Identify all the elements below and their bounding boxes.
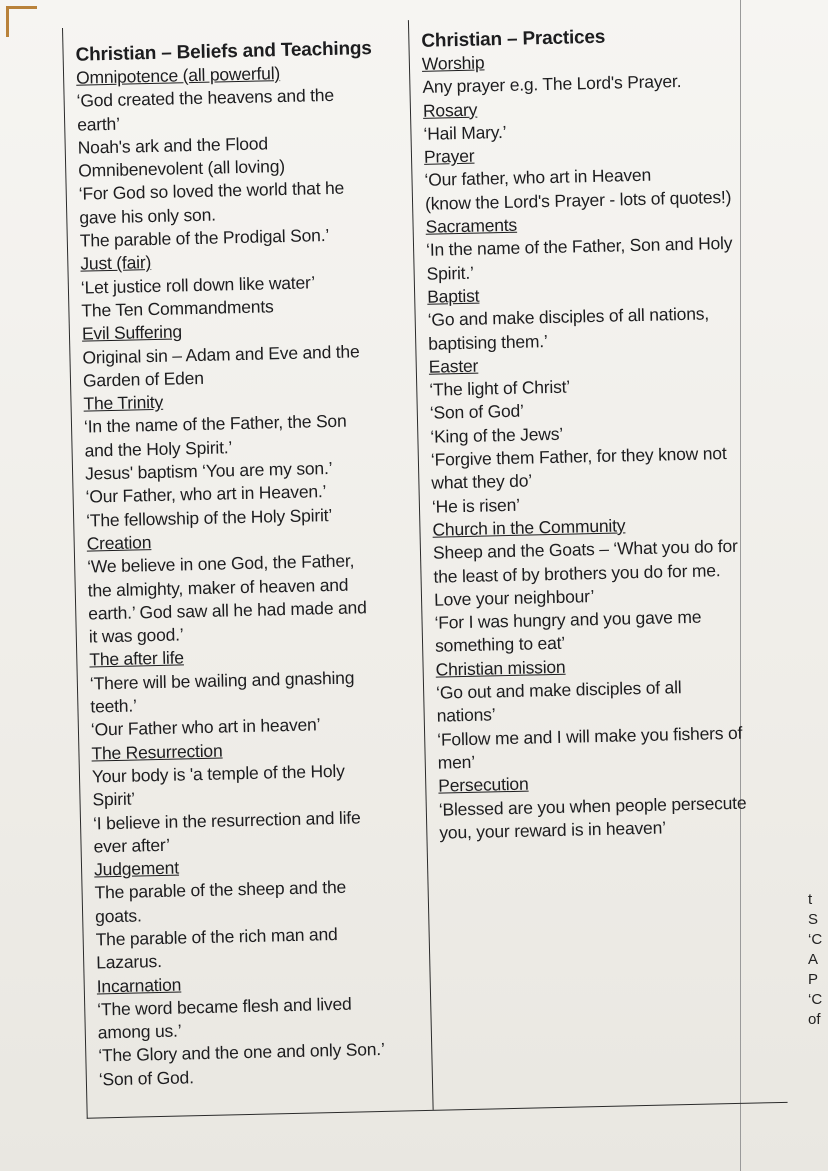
text-line: ‘He is risen’	[431, 494, 520, 517]
text-line: teeth.’	[90, 695, 137, 717]
section-heading: Christian mission	[435, 656, 566, 680]
text-line: The parable of the sheep and the	[94, 877, 347, 903]
text-line: men’	[437, 751, 476, 773]
text-line: it was good.’	[88, 624, 184, 647]
text-line: ‘I believe in the resurrection and life	[92, 806, 361, 833]
text-line: The parable of the Prodigal Son.’	[79, 225, 330, 251]
section-heading: Evil Suffering	[81, 321, 183, 344]
text-line: Spirit’	[92, 788, 136, 810]
text-line: (know the Lord's Prayer - lots of quotes!)	[424, 186, 732, 214]
section-heading: Church in the Community	[432, 515, 626, 540]
text-line: gave his only son.	[79, 204, 216, 228]
text-line: ‘For God so loved the world that he	[78, 178, 345, 205]
text-line: earth’	[76, 113, 120, 135]
text-line: earth.’ God saw all he had made and	[88, 597, 367, 624]
section-heading: Easter	[428, 355, 479, 377]
edge-fragment: of	[808, 1011, 821, 1028]
text-line: Sheep and the Goats – ‘What you do for	[432, 536, 738, 563]
text-line: ‘Follow me and I will make you fishers of	[437, 722, 743, 750]
text-line: ‘Go out and make disciples of all	[435, 677, 682, 703]
edge-fragment: ‘C	[808, 991, 823, 1008]
section-heading: Just (fair)	[80, 252, 152, 275]
text-line: ‘The word became flesh and lived	[97, 993, 352, 1020]
text-line: ‘Our father, who art in Heaven	[424, 165, 652, 191]
text-line: something to eat’	[434, 633, 566, 657]
section-heading: Omnipotence (all powerful)	[75, 63, 281, 88]
edge-fragment: P	[808, 971, 819, 988]
text-line: nations’	[436, 704, 496, 726]
text-line: ‘In the name of the Father, Son and Holy	[425, 233, 733, 261]
section-heading: Judgement	[93, 857, 180, 880]
section-heading: The Trinity	[83, 391, 164, 414]
text-line: The parable of the rich man and	[95, 923, 338, 950]
practices-lines	[422, 45, 776, 845]
text-line: Noah's ark and the Flood	[77, 133, 269, 158]
text-line: Lazarus.	[95, 951, 162, 973]
section-heading: The Resurrection	[91, 740, 223, 764]
text-line: ‘We believe in one God, the Father,	[87, 550, 355, 577]
section-heading: The after life	[89, 647, 185, 670]
beliefs-column	[63, 20, 433, 1118]
text-line: goats.	[94, 905, 142, 927]
page-corner-mark	[6, 6, 37, 37]
text-line: Jesus' baptism ‘You are my son.’	[84, 458, 333, 484]
section-heading: Sacraments	[425, 214, 518, 237]
text-line: ‘Our Father who art in heaven’	[90, 714, 321, 740]
text-line: The Ten Commandments	[81, 296, 274, 321]
text-line: you, your reward is in heaven’	[439, 817, 667, 843]
text-line: ‘The fellowship of the Holy Spirit’	[85, 504, 333, 531]
text-line: ‘Forgive them Father, for they know not	[430, 443, 727, 470]
section-heading: Rosary	[422, 99, 478, 121]
text-line: ‘The Glory and the one and only Son.’	[98, 1039, 385, 1066]
text-line: ‘Son of God.	[98, 1067, 194, 1090]
text-line: baptising them.’	[428, 330, 548, 354]
text-line: ‘Our Father, who art in Heaven.’	[85, 481, 327, 507]
edge-fragment: t	[808, 891, 813, 908]
text-line: ‘Hail Mary.’	[423, 121, 507, 144]
text-line: what they do’	[431, 470, 533, 494]
beliefs-column-title: Christian – Beliefs and Teachings	[75, 37, 372, 66]
practices-column	[408, 12, 788, 1110]
section-heading: Prayer	[423, 145, 475, 168]
revision-table	[62, 12, 788, 1119]
practices-column-title: Christian – Practices	[421, 26, 606, 52]
text-line: ‘Go and make disciples of all nations,	[427, 303, 710, 331]
text-line: among us.’	[97, 1020, 182, 1043]
section-heading: Baptist	[426, 285, 480, 307]
text-line: Garden of Eden	[82, 367, 204, 391]
text-line: ‘Son of God’	[429, 401, 524, 424]
text-line: and the Holy Spirit.’	[84, 437, 233, 461]
section-heading: Persecution	[438, 773, 529, 796]
text-line: ‘King of the Jews’	[430, 423, 564, 447]
text-line: ‘The light of Christ’	[429, 376, 571, 400]
beliefs-lines	[76, 59, 426, 1091]
edge-fragment: ‘C	[808, 931, 823, 948]
text-line: ‘In the name of the Father, the Son	[83, 411, 347, 438]
section-heading: Creation	[86, 532, 152, 554]
edge-fragment: A	[808, 951, 819, 968]
text-line: the almighty, maker of heaven and	[87, 574, 349, 601]
section-heading: Worship	[421, 52, 485, 74]
text-line: ‘God created the heavens and the	[76, 85, 335, 111]
text-line: ever after’	[93, 834, 171, 857]
edge-fragment: S	[808, 911, 819, 928]
text-line: ‘Let justice roll down like water’	[80, 272, 316, 298]
text-line: Your body is 'a temple of the Holy	[91, 760, 345, 787]
text-line: Spirit.’	[426, 262, 474, 284]
text-line: Any prayer e.g. The Lord's Prayer.	[422, 71, 682, 98]
text-line: the least of by brothers you do for me.	[433, 559, 721, 587]
section-heading: Incarnation	[96, 974, 182, 997]
text-line: ‘For I was hungry and you gave me	[434, 606, 702, 633]
text-line: Omnibenevolent (all loving)	[78, 156, 286, 181]
text-line: ‘Blessed are you when people persecute	[438, 792, 747, 820]
text-line: ‘There will be wailing and gnashing	[89, 667, 355, 694]
next-page-fragments	[808, 890, 828, 1130]
text-line: Love your neighbour’	[433, 585, 595, 610]
text-line: Original sin – Adam and Eve and the	[82, 340, 360, 368]
